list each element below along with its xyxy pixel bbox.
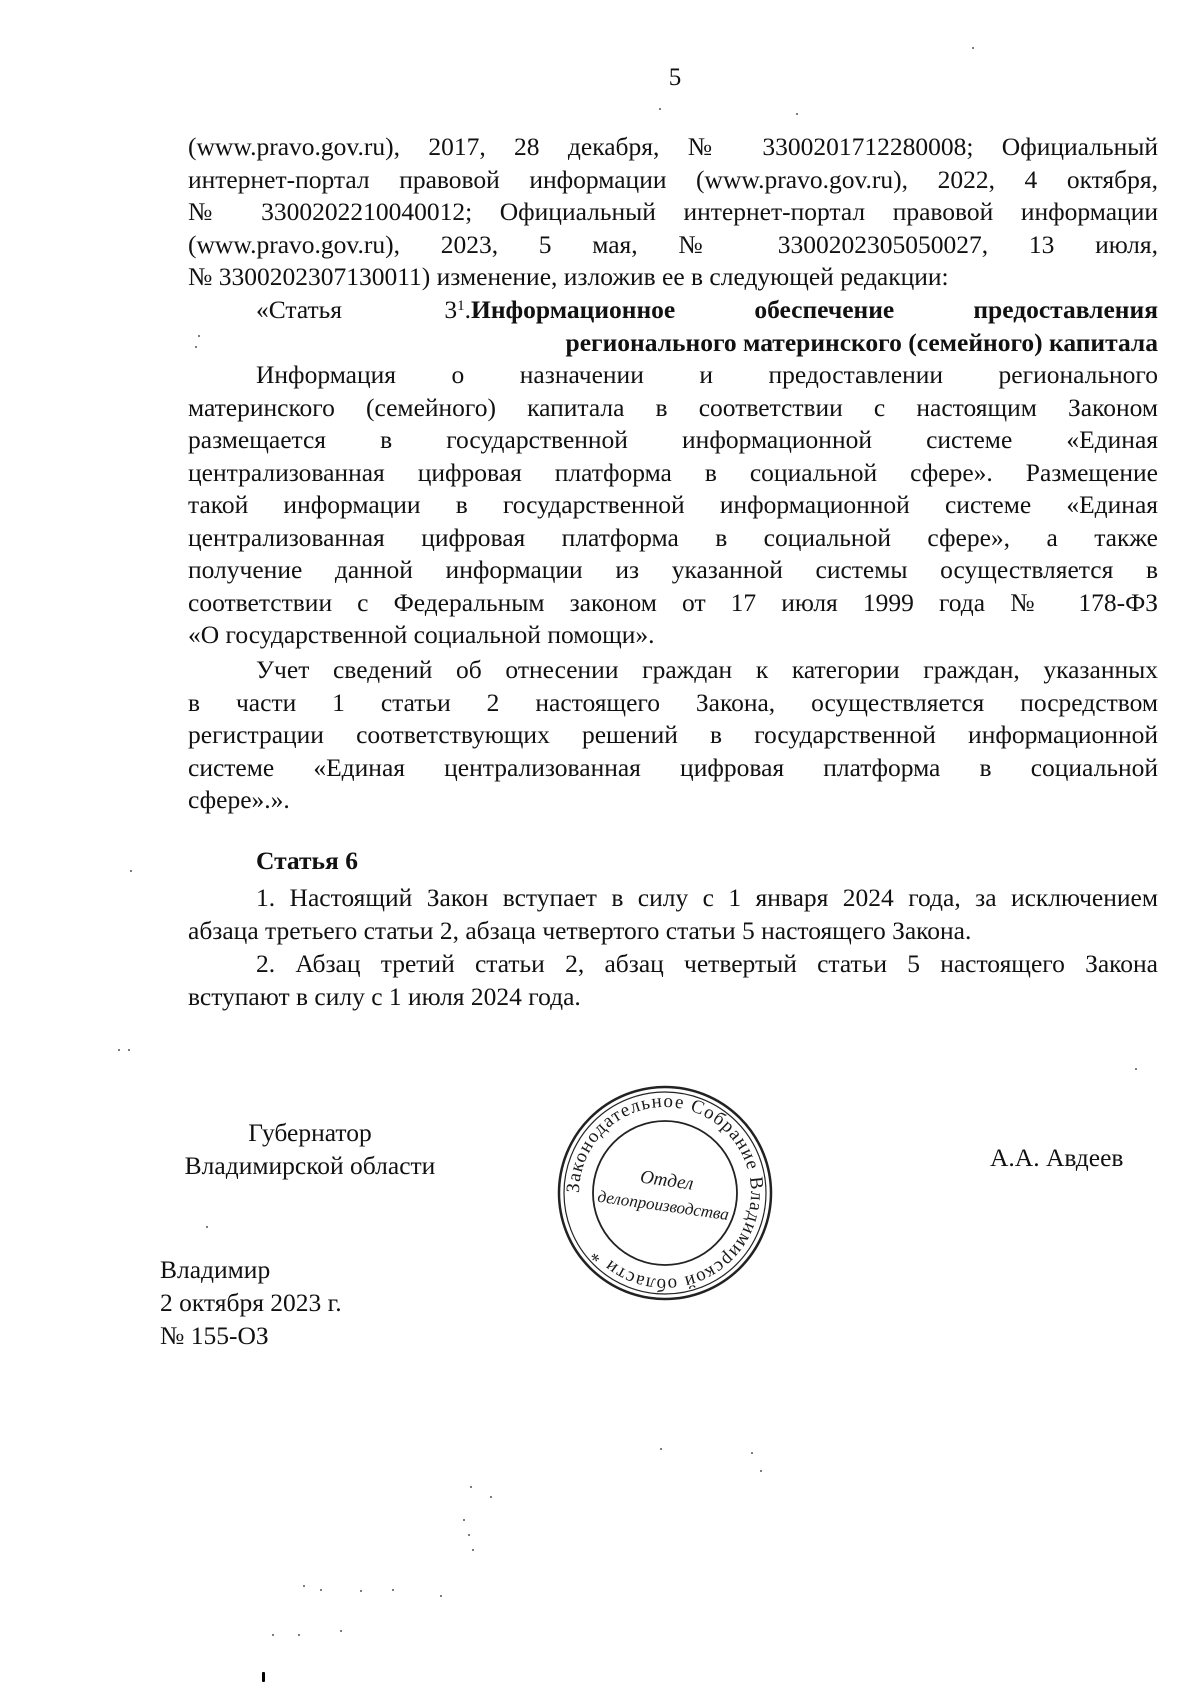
- paragraph-line: 1. Настоящий Закон вступает в силу с 1 января 2024 года, за исключением: [256, 883, 1158, 912]
- article-number-superscript: 1: [457, 298, 465, 314]
- paragraph-line: соответствии с Федеральным законом от 17 июля 1999 года № 178-ФЗ: [188, 587, 1158, 617]
- signatory-title-line: Губернатор: [248, 1118, 372, 1147]
- paragraph-line: Учет сведений об отнесении граждан к категории граждан, указанных: [256, 655, 1158, 684]
- article-3-1-title: [471, 294, 1158, 359]
- article-number: $3^1$.: [444, 295, 471, 324]
- paragraph-line: размещается в государственной информационной системе «Единая: [188, 425, 1158, 454]
- date: 2 октября 2023 г.: [160, 1288, 342, 1317]
- signatory-name: А.А. Авдеев: [990, 1143, 1124, 1172]
- paragraph-line: получение данной информации из указанной системы осуществляется в: [188, 555, 1158, 584]
- article-title-line: регионального материнского (семейного) капитала: [565, 327, 1158, 357]
- paragraph-line: в части 1 статьи 2 настоящего Закона, осуществляется посредством: [188, 687, 1158, 717]
- stamp-ring-text: Законодательное Собрание Владимирской области *: [562, 1090, 768, 1296]
- article-3-1-paragraph-1: [188, 359, 1158, 652]
- article-3-1-paragraph-2: [188, 654, 1158, 817]
- paragraph-line: 2. Абзац третий статьи 2, абзац четвертый статьи 5 настоящего Закона: [256, 949, 1158, 978]
- intro-line: № 3300202307130011) изменение, изложив ее в следующей редакции:: [188, 262, 949, 291]
- paragraph-line: централизованная цифровая платформа в социальной сфере». Размещение: [188, 457, 1158, 487]
- intro-line: (www.pravo.gov.ru), 2023, 5 мая, № 3300202305050027, 13 июля,: [188, 229, 1158, 259]
- place-date-block: [160, 1253, 342, 1352]
- article-prefix-word: «Статья: [256, 295, 343, 324]
- paragraph-line: вступают в силу с 1 июля 2024 года.: [188, 981, 581, 1011]
- intro-paragraph: [188, 131, 1158, 294]
- official-stamp: [555, 1083, 775, 1303]
- intro-line: (www.pravo.gov.ru), 2017, 28 декабря, № 3300201712280008; Официальный: [188, 132, 1158, 161]
- law-number: № 155-ОЗ: [160, 1321, 269, 1350]
- stamp-center-line: делопроизводства: [596, 1186, 731, 1224]
- paragraph-line: такой информации в государственной информационной системе «Единая: [188, 490, 1158, 519]
- stamp-center-line: Отдел: [638, 1166, 695, 1195]
- signatory-title-line: Владимирской области: [184, 1151, 436, 1180]
- intro-line: интернет-портал правовой информации (www.pravo.gov.ru), 2022, 4 октября,: [188, 164, 1158, 194]
- paragraph-line: регистрации соответствующих решений в государственной информационной: [188, 720, 1158, 749]
- paragraph-line: абзаца третьего статьи 2, абзаца четвертого статьи 5 настоящего Закона.: [188, 915, 972, 945]
- paragraph-line: Информация о назначении и предоставлении регионального: [256, 360, 1158, 389]
- paragraph-line: централизованная цифровая платформа в социальной сфере», а также: [188, 522, 1158, 552]
- paragraph-line: «О государственной социальной помощи».: [188, 620, 655, 649]
- article-6-item-1: [188, 882, 1158, 947]
- article-3-1-label: [256, 294, 471, 327]
- city: Владимир: [160, 1255, 271, 1284]
- paragraph-line: системе «Единая централизованная цифровая платформа в социальной: [188, 752, 1158, 782]
- article-title-line: Информационное обеспечение предоставления: [471, 295, 1158, 324]
- article-6-item-2: [188, 948, 1158, 1013]
- intro-line: № 3300202210040012; Официальный интернет-портал правовой информации: [188, 197, 1158, 226]
- page-number: 5: [668, 64, 682, 91]
- article-6-heading: Статья 6: [256, 846, 358, 875]
- signatory-title: [160, 1116, 460, 1182]
- paragraph-line: сфере».».: [188, 785, 290, 814]
- paragraph-line: материнского (семейного) капитала в соответствии с настоящим Законом: [188, 392, 1158, 422]
